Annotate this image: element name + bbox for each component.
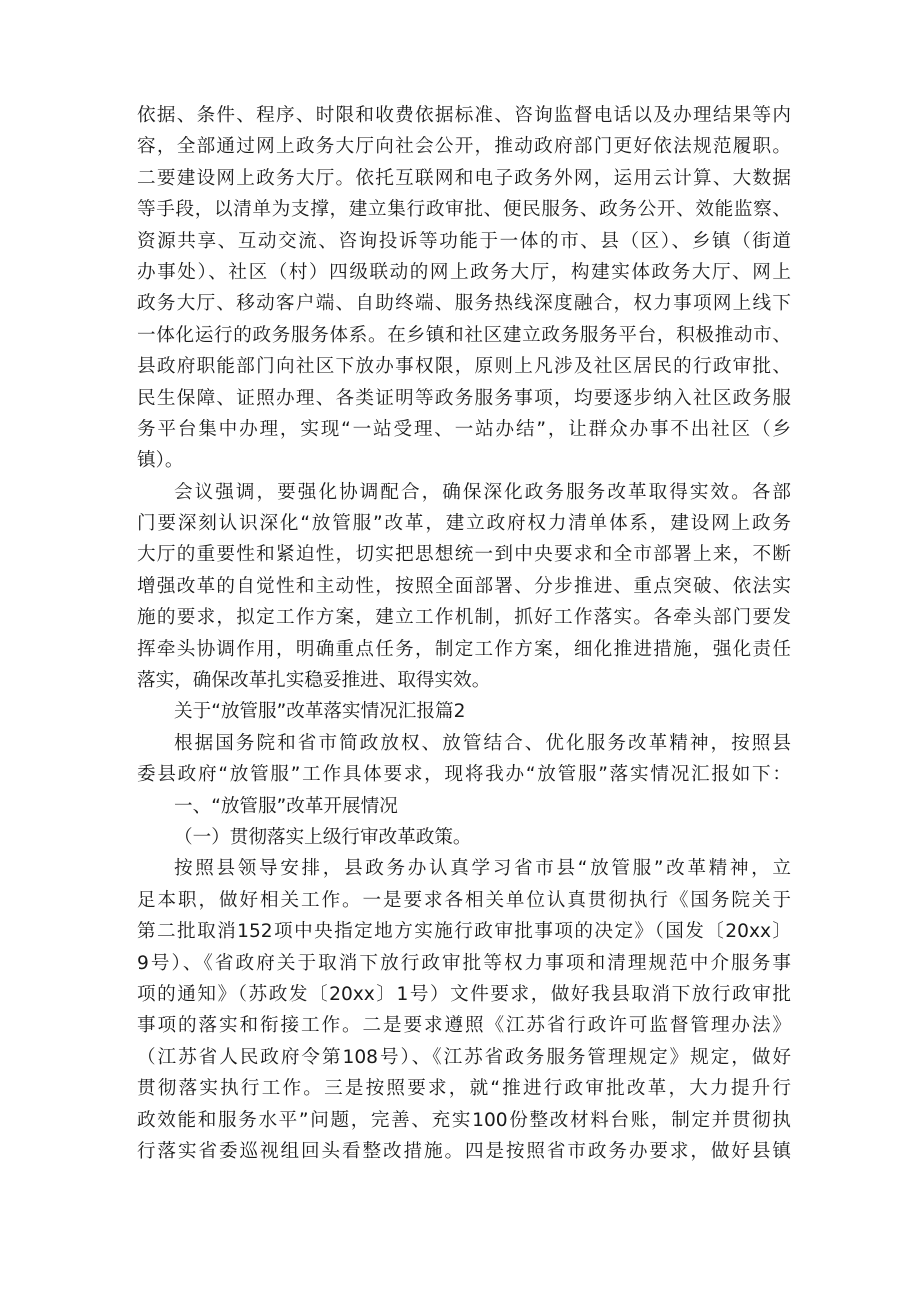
text-line: 项的通知》（苏政发〔20xx〕1号）文件要求，做好我县取消下放行政审批 [137,983,791,1005]
text-line: 落实，确保改革扎实稳妥推进、取得实效。 [137,670,491,692]
text-line: 按照县领导安排，县政务办认真学习省市县“放管服”改革精神，立 [174,858,791,880]
text-line: 事项的落实和衔接工作。二是要求遵照《江苏省行政许可监督管理办法》 [137,1015,791,1037]
text-line: 委县政府“放管服”工作具体要求，现将我办“放管服”落实情况汇报如下： [137,764,791,786]
text-line: 增强改革的自觉性和主动性，按照全面部署、分步推进、重点突破、依法实 [137,575,791,597]
text-line: 施的要求，拟定工作方案，建立工作机制，抓好工作落实。各牵头部门要发 [137,607,791,629]
text-line: （江苏省人民政府令第108号）、《江苏省政务服务管理规定》规定，做好 [137,1046,791,1068]
text-line: 资源共享、互动交流、咨询投诉等功能于一体的市、县（区）、乡镇（街道 [137,230,791,252]
text-line: （一）贯彻落实上级行审改革政策。 [174,826,472,848]
text-line: 容，全部通过网上政务大厅向社会公开，推动政府部门更好依法规范履职。 [137,136,791,158]
document-page [137,100,791,1167]
text-line: 办事处）、社区（村）四级联动的网上政务大厅，构建实体政务大厅、网上 [137,261,791,283]
text-line: 务平台集中办理，实现“一站受理、一站办结”，让群众办事不出社区（乡 [137,418,791,440]
text-line: 一、“放管服”改革开展情况 [174,795,398,817]
text-line: 一体化运行的政务服务体系。在乡镇和社区建立政务服务平台，积极推动市、 [137,324,791,346]
text-line: 第二批取消152项中央指定地方实施行政审批事项的决定》（国发〔20xx〕 [137,921,791,943]
text-line: 二要建设网上政务大厅。依托互联网和电子政务外网，运用云计算、大数据 [137,167,791,189]
text-line: 政务大厅、移动客户端、自助终端、服务热线深度融合，权力事项网上线下 [137,293,791,315]
text-line: 大厅的重要性和紧迫性，切实把思想统一到中央要求和全市部署上来，不断 [137,544,791,566]
text-line: 行落实省委巡视组回头看整改措施。四是按照省市政务办要求，做好县镇 [137,1140,791,1162]
text-line: 贯彻落实执行工作。三是按照要求，就“推进行政审批改革，大力提升行 [137,1078,791,1100]
text-line: 会议强调，要强化协调配合，确保深化政务服务改革取得实效。各部 [174,481,791,503]
text-line: 根据国务院和省市简政放权、放管结合、优化服务改革精神，按照县 [174,732,791,754]
text-line: 门要深刻认识深化“放管服”改革，建立政府权力清单体系，建设网上政务 [137,513,791,535]
text-line: 县政府职能部门向社区下放办事权限，原则上凡涉及社区居民的行政审批、 [137,356,791,378]
text-line: 足本职，做好相关工作。一是要求各相关单位认真贯彻执行《国务院关于 [137,889,791,911]
text-line: 挥牵头协调作用，明确重点任务，制定工作方案，细化推进措施，强化责任 [137,638,791,660]
text-line: 政效能和服务水平”问题，完善、充实100份整改材料台账，制定并贯彻执 [137,1109,791,1131]
text-line: 镇）。 [137,450,184,472]
text-line: 9号）、《省政府关于取消下放行政审批等权力事项和清理规范中介服务事 [137,952,791,974]
text-line: 民生保障、证照办理、各类证明等政务服务事项，均要逐步纳入社区政务服 [137,387,791,409]
text-line: 等手段，以清单为支撑，建立集行政审批、便民服务、政务公开、效能监察、 [137,199,791,221]
text-line: 关于“放管服”改革落实情况汇报篇2 [174,701,466,723]
text-line: 依据、条件、程序、时限和收费依据标准、咨询监督电话以及办理结果等内 [137,105,791,126]
